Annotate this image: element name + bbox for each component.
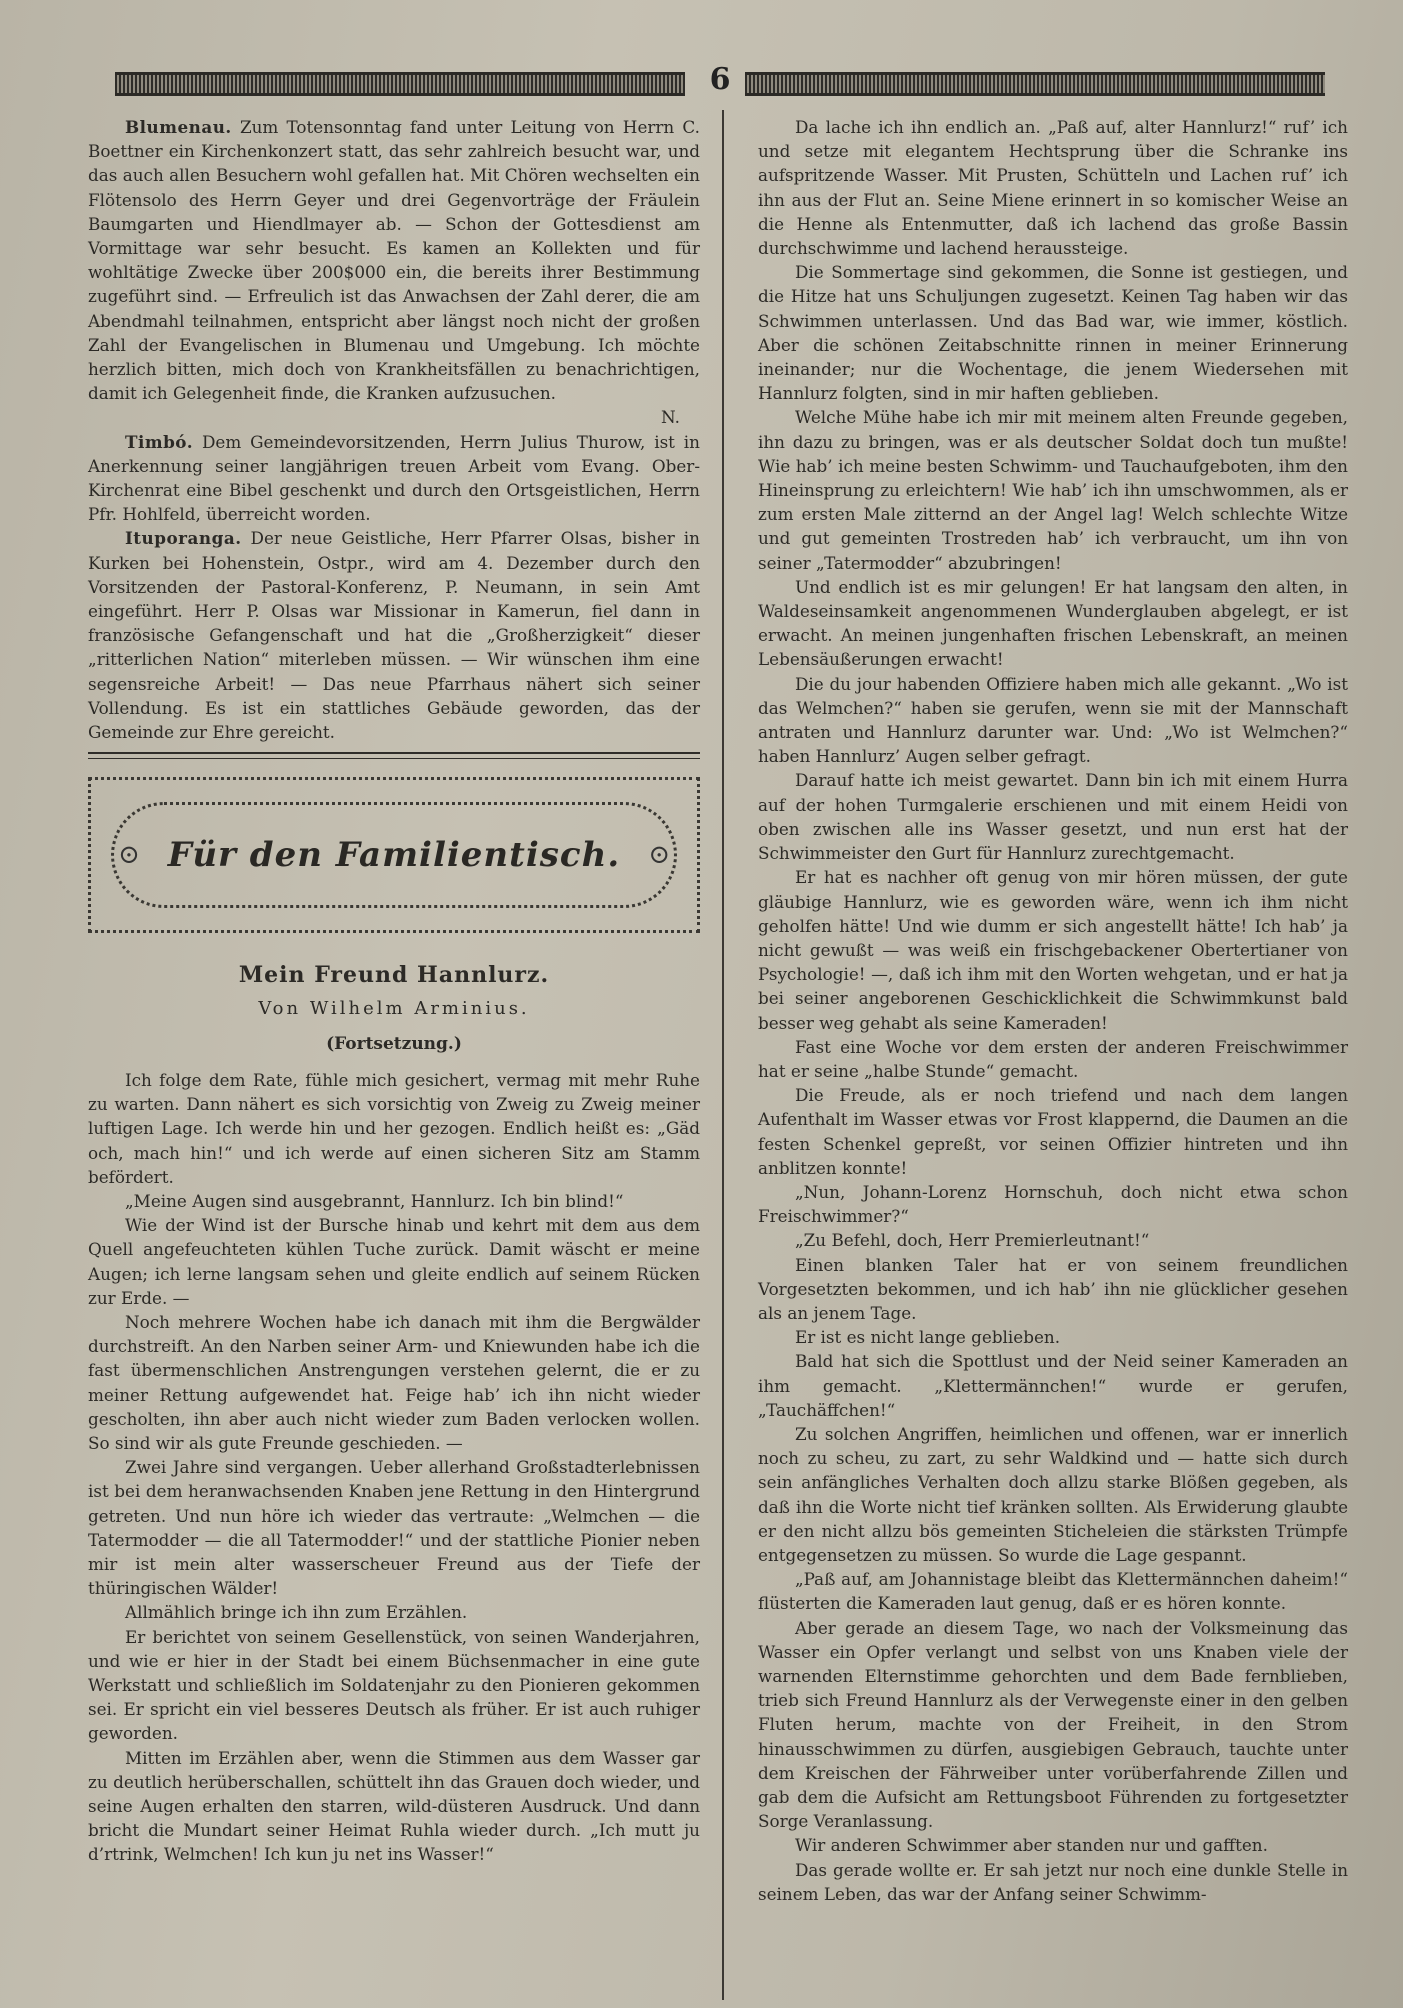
story-paragraph: Fast eine Woche vor dem ersten der anderen Freischwimmer hat er seine „halbe Stunde“ gemacht. xyxy=(758,1036,1348,1081)
story-paragraph: Er berichtet von seinem Gesellenstück, von seinen Wanderjahren, und wie er hier in der Stadt bei einem Büchsenmacher in eine gute Werkstatt und schließlich im Soldatenjahr zu den Pionieren gekommen sei. Er spricht ein viel besseres Deutsch als früher. Er ist auch ruhiger geworden. xyxy=(88,1626,700,1744)
story-paragraph: Zwei Jahre sind vergangen. Ueber allerhand Großstadterlebnissen ist bei dem heranwachsenden Knaben jene Rettung in den Hintergrund getreten. Und nun höre ich wieder das vertraute: „Welmchen — die Tatermodder — die all Tatermodder!“ und der stattliche Pionier neben mir ist mein alter wasserscheuer Freund aus der Tiefe der thüringischen Wälder! xyxy=(88,1457,700,1599)
section-banner xyxy=(88,777,700,933)
banner-title: Für den Familientisch. xyxy=(167,835,621,876)
story-paragraph: „Meine Augen sind ausgebrannt, Hannlurz. Ich bin blind!“ xyxy=(124,1190,624,1211)
notice-text: Der neue Geistliche, Herr Pfarrer Olsas, bisher in Kurken bei Hohenstein, Ostpr., wird am 4. Dezember durch den Vorsitzenden der Pastoral-Konferenz, P. Neumann, in sein Amt eingeführt. Herr P. Olsas war Missionar in Kamerun, fiel dann in französische Gefangenschaft und hat die „Großherzigkeit“ dieser „ritterlichen Nation“ miterleben müssen. — Wir wünschen ihm eine segensreiche Arbeit! — Das neue Pfarrhaus nähert sich seiner Vollendung. Es ist ein stattliches Gebäude geworden, das der Gemeinde zur Ehre gereicht. xyxy=(88,528,700,743)
notice-text: Dem Gemeindevorsitzenden, Herrn Julius Thurow, ist in Anerkennung seiner langjährigen treuen Arbeit vom Evang. Ober-Kirchenrat eine Bibel geschenkt und durch den Ortsgeistlichen, Herrn Pfr. Hohlfeld, überreicht worden. xyxy=(88,431,700,525)
notice-ituporanga xyxy=(88,526,700,744)
header-ornament-left xyxy=(115,72,685,96)
story-paragraph: „Nun, Johann-Lorenz Hornschuh, doch nicht etwa schon Freischwimmer?“ xyxy=(758,1181,1348,1227)
story-paragraph: Das gerade wollte er. Er sah jetzt nur noch eine dunkle Stelle in seinem Leben, das war der Anfang seiner Schwimm- xyxy=(758,1859,1348,1904)
story-paragraph: Die Freude, als er noch triefend und nach dem langen Aufenthalt im Wasser etwas vor Frost klappernd, die Daumen an die festen Schenkel gepreßt, vor seinen Offizier hintreten und ihn anblitzen konnte! xyxy=(758,1085,1348,1178)
notice-text: Zum Totensonntag fand unter Leitung von Herrn C. Boettner ein Kirchenkonzert statt, das sehr zahlreich besucht war, und das auch allen Besuchern wohl gefallen hat. Mit Chören wechselten ein Flötensolo des Herrn Geyer und drei Gegenvorträge der Fräulein Baumgarten und Hiendlmayer ab. — Schon der Gottesdienst am Vormittage war sehr besucht. Es kamen an Kollekten und für wohltätige Zwecke über 200$000 ein, die bereits ihrer Bestimmung zugeführt sind. — Erfreulich ist das Anwachsen der Zahl derer, die am Abendmahl teilnahmen, entspricht aber längst noch nicht der großen Zahl der Evangelischen in Blumenau und Umgebung. Ich möchte herzlich bitten, mich doch von Krankheitsfällen zu benachrichtigen, damit ich Gelegenheit finde, die Kranken aufzusuchen. xyxy=(88,117,700,404)
story-paragraph: Bald hat sich die Spottlust und der Neid seiner Kameraden an ihm gemacht. „Klettermännchen!“ wurde er gerufen, „Tauchäffchen!“ xyxy=(758,1351,1348,1420)
story-paragraph: Da lache ich ihn endlich an. „Paß auf, alter Hannlurz!“ ruf’ ich und setze mit elegantem Hechtsprung über die Schranke ins aufspritzende Wasser. Mit Prusten, Schütteln und Lachen ruf’ ich ihn aus der Flut an. Seine Miene erinnert in so komischer Weise an die Henne als Entenmutter, daß ich lachend das große Bassin durchschwimme und lachend heraussteige. xyxy=(758,117,1348,259)
story-paragraph: Welche Mühe habe ich mir mit meinem alten Freunde gegeben, ihn dazu zu bringen, was er als deutscher Soldat doch tun mußte! Wie hab’ ich meine besten Schwimm- und Tauchaufgeboten, ihm den Hineinsprung zu erleichtern! Wie hab’ ich ihn umschwommen, als er zum ersten Male zitternd an der Angel lag! Welch schlechte Witze und gut gemeinten Trostreden hab’ ich verbraucht, um ihn von seiner „Tatermodder“ abzubringen! xyxy=(758,407,1348,573)
ornament-icon: ⊙ xyxy=(648,840,670,871)
notice-blumenau xyxy=(88,115,700,405)
page-header xyxy=(115,62,1325,102)
story-paragraph: Er hat es nachher oft genug von mir hören müssen, der gute gläubige Hannlurz, wie es geworden wäre, wenn ich ihm nicht geholfen hätte! Und wie dumm er sich angestellt hätte! Ich hab’ ja nicht gewußt — was weiß ein frischgebackener Obertertianer von Psychologie! —, daß ich ihm mit den Worten wehgetan, und er hat ja bei seiner angeborenen Geschicklichkeit die Schwimmkunst bald besser weg gehabt als seine Kameraden! xyxy=(758,867,1348,1033)
story-paragraph: Er ist es nicht lange geblieben. xyxy=(794,1327,1061,1348)
notice-lead: Blumenau. xyxy=(124,117,232,137)
story-author: Von Wilhelm Arminius. xyxy=(258,998,530,1020)
story-paragraph: Allmählich bringe ich ihn zum Erzählen. xyxy=(124,1602,468,1623)
story-paragraph: Noch mehrere Wochen habe ich danach mit ihm die Bergwälder durchstreift. An den Narben seiner Arm- und Kniewunden habe ich die fast übermenschlichen Anstrengungen verstehen gelernt, die er zu meiner Rettung aufgewendet hat. Feige hab’ ich ihn nicht wieder gescholten, ihn aber auch nicht wieder zum Baden verlocken wollen. So sind wir als gute Freunde geschieden. — xyxy=(88,1311,700,1453)
notice-lead: Ituporanga. xyxy=(124,528,242,549)
story-paragraph: Zu solchen Angriffen, heimlichen und offenen, war er innerlich noch zu scheu, zu zart, zu sehr Waldkind und — hatte sich durch sein anfängliches Verhalten doch allzu starke Blößen gegeben, als daß ihn die Worte nicht tief kränken sollten. Als Erwiderung glaubte er den nicht allzu bös gemeinten Sticheleien die stärksten Trümpfe entgegensetzen zu müssen. So wurde die Lage gespannt. xyxy=(758,1423,1348,1565)
story-paragraph: Und endlich ist es mir gelungen! Er hat langsam den alten, in Waldeseinsamkeit angenommenen Wunderglauben abgelegt, er ist erwacht. An meinen jungenhaften frischen Lebenskraft, an meinen Lebensäußerungen erwacht! xyxy=(758,576,1348,670)
story-continuation: (Fortsetzung.) xyxy=(326,1033,462,1054)
story-paragraph: „Zu Befehl, doch, Herr Premierleutnant!“ xyxy=(794,1230,1150,1251)
notice-lead: Timbó. xyxy=(124,431,194,452)
right-column xyxy=(758,115,1348,1906)
story-paragraph: Wir anderen Schwimmer aber standen nur und gafften. xyxy=(794,1835,1268,1856)
story-paragraph: Die Sommertage sind gekommen, die Sonne ist gestiegen, und die Hitze hat uns Schuljungen zugesetzt. Keinen Tag haben wir das Schwimmen unterlassen. Und das Bad war, wie immer, köstlich. Aber die schönen Zeitabschnitte rinnen in meiner Erinnerung ineinander; nur die Wochentage, die jenem Wiedersehen mit Hannlurz folgten, sind in mir haften geblieben. xyxy=(758,262,1348,404)
story-paragraph: Aber gerade an diesem Tage, wo nach der Volksmeinung das Wasser ein Opfer verlangt und selbst von uns Knaben viele der warnenden Elternstimme gehorchten und dem Bade fernblieben, trieb sich Freund Hannlurz als der Verwegenste einer in den gelben Fluten herum, machte von der Freiheit, in den Strom hinausschwimmen zu dürfen, ausgiebigen Gebrauch, tauchte unter dem Kreischen der Fährweiber unter vorüberfahrende Zillen und gab dem die Aufsicht am Rettungsboot Führenden zu fortgesetzter Sorge Veranlassung. xyxy=(758,1617,1348,1832)
story-paragraph: Darauf hatte ich meist gewartet. Dann bin ich mit einem Hurra auf der hohen Turmgalerie erschienen und mit einem Heidi von oben zwischen alle ins Wasser gesetzt, und nun erst hat der Schwimmeister den Gurt für Hannlurz zurechtgemacht. xyxy=(758,770,1348,864)
banner-frame xyxy=(111,802,677,908)
page-number: 6 xyxy=(709,62,731,97)
story-paragraph: Die du jour habenden Offiziere haben mich alle gekannt. „Wo ist das Welmchen?“ haben sie gerufen, wenn sie mit der Mannschaft antraten und Hannlurz darunter war. Und: „Wo ist Welmchen?“ haben Hannlurz’ Augen selber gefragt. xyxy=(758,673,1348,767)
left-column xyxy=(88,115,700,1867)
story-paragraph: Ich folge dem Rate, fühle mich gesichert, vermag mit mehr Ruhe zu warten. Dann nähert es sich vorsichtig von Zweig zu Zweig meiner luftigen Lage. Ich werde hin und her gezogen. Endlich heißt es: „Gäd och, mach hin!“ und ich werde auf einen sicheren Sitz am Stamm befördert. xyxy=(88,1069,700,1187)
ornament-icon: ⊙ xyxy=(118,840,140,871)
header-ornament-right xyxy=(745,72,1325,96)
story-title: Mein Freund Hannlurz. xyxy=(238,962,550,989)
notice-timbo xyxy=(88,430,700,527)
section-rule xyxy=(88,752,700,759)
notice-signature: N. xyxy=(661,407,680,428)
column-divider xyxy=(722,110,724,2000)
story-paragraph: Wie der Wind ist der Bursche hinab und kehrt mit dem aus dem Quell angefeuchteten kühlen Tuche zurück. Damit wäscht er meine Augen; ich lerne langsam sehen und gleite endlich auf seinem Rücken zur Erde. — xyxy=(88,1215,700,1308)
story-paragraph: Einen blanken Taler hat er von seinem freundlichen Vorgesetzten bekommen, und ich hab’ ihn nie glücklicher gesehen als an jenem Tage. xyxy=(758,1254,1348,1323)
story-paragraph: Mitten im Erzählen aber, wenn die Stimmen aus dem Wasser gar zu deutlich herüberschallen, schüttelt ihn das Grauen doch wieder, und seine Augen erhalten den starren, wild-düsteren Ausdruck. Und dann bricht die Mundart seiner Heimat Ruhla wieder durch. „Ich mutt ju d’rtrink, Welmchen! Ich kun ju net ins Wasser!“ xyxy=(88,1747,700,1865)
story-paragraph: „Paß auf, am Johannistage bleibt das Klettermännchen daheim!“ flüsterten die Kameraden laut genug, daß er es hören konnte. xyxy=(758,1569,1348,1614)
